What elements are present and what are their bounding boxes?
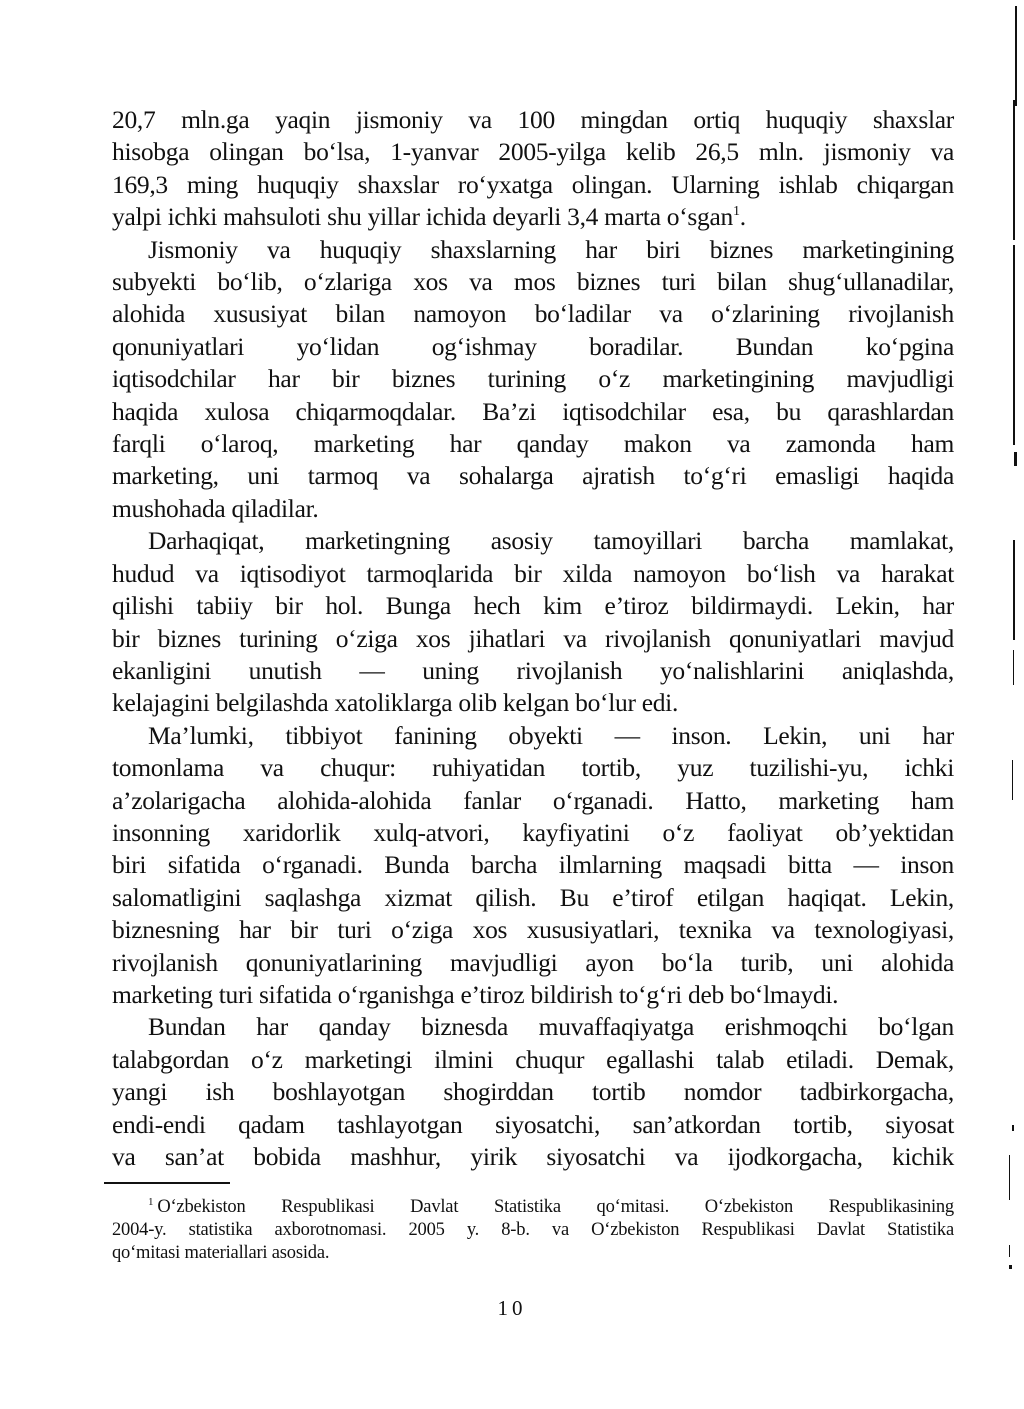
scan-edge-mark <box>1009 1245 1010 1257</box>
scan-edge-mark <box>1009 1155 1010 1200</box>
text-line: subyekti bo‘lib, o‘zlariga xos va mos biznes turi bilan shug‘ullanadilar, <box>112 267 954 297</box>
text-line-with-footnote <box>112 201 954 233</box>
footnote-line: qo‘mitasi materiallari asosida. <box>112 1243 330 1263</box>
footnote-separator <box>104 1182 230 1184</box>
text-line: qonuniyatlari yo‘lidan og‘ishmay boradilar. Bundan ko‘pgina <box>112 331 954 361</box>
paragraph-1 <box>112 104 954 234</box>
text-line: tomonlama va chuqur: ruhiyatidan tortib, yuz tuzilishi-yu, ichki <box>112 753 954 783</box>
text-line: farqli o‘laroq, marketing har qanday makon va zamonda ham <box>112 429 954 459</box>
text-line: hudud va iqtisodiyot tarmoqlarida bir xilda namoyon bo‘lish va harakat <box>112 558 954 588</box>
text-line: biznesning har bir turi o‘ziga xos xususiyatlari, texnika va texnologiyasi, <box>112 915 954 945</box>
text-line: a’zolarigacha alohida-alohida fanlar o‘rganadi. Hatto, marketing ham <box>112 785 954 815</box>
scan-edge-mark <box>1009 1265 1012 1269</box>
footnote-text: O‘zbekiston Respublikasi Davlat Statistika qo‘mitasi. O‘zbekiston Respublikasining <box>157 1197 954 1217</box>
text-line: endi-endi qadam tashlayotgan siyosatchi, san’atkordan tortib, siyosat <box>112 1109 954 1139</box>
text-line: iqtisodchilar har bir biznes turining o‘z marketingining mavjudligi <box>112 364 954 394</box>
page-body <box>112 104 954 1173</box>
footnote-reference[interactable]: 1 <box>732 204 740 220</box>
text-line: haqida xulosa chiqarmoqdalar. Ba’zi iqtisodchilar esa, bu qarashlardan <box>112 396 954 426</box>
text-line: Bundan har qanday biznesda muvaffaqiyatga erishmoqchi bo‘lgan <box>148 1012 954 1042</box>
text-line: biri sifatida o‘rganadi. Bunda barcha ilmlarning maqsadi bitta — inson <box>112 850 954 880</box>
footnote <box>112 1196 954 1265</box>
text-line: ekanligini unutish — uning rivojlanish yo‘nalishlarini aniqlashda, <box>112 655 954 685</box>
paragraph-3 <box>112 525 954 719</box>
scan-edge-mark <box>1014 452 1017 466</box>
paragraph-5 <box>112 1011 954 1173</box>
text-line: Darhaqiqat, marketingning asosiy tamoyillari barcha mamlakat, <box>148 526 954 556</box>
scan-edge-mark <box>1013 245 1015 445</box>
scan-edge-mark <box>1013 100 1015 240</box>
text-line: va san’at bobida mashhur, yirik siyosatchi va ijodkorgacha, kichik <box>112 1142 954 1171</box>
text-line: bir biznes turining o‘ziga xos jihatlari va rivojlanish qonuniyatlari mavjud <box>112 623 954 653</box>
text-line: alohida xususiyat bilan namoyon bo‘ladilar va o‘zlarining rivojlanish <box>112 299 954 329</box>
text-line: yangi ish boshlayotgan shogirddan tortib nomdor tadbirkorgacha, <box>112 1077 954 1107</box>
paragraph-4 <box>112 720 954 1012</box>
text-line: yalpi ichki mahsuloti shu yillar ichida deyarli 3,4 marta o‘sgan <box>112 202 733 232</box>
scan-edge-mark <box>1012 1125 1014 1131</box>
text-line: kelajagini belgilashda xatoliklarga olib kelgan bo‘lur edi. <box>112 688 679 718</box>
text-line: Jismoniy va huquqiy shaxslarning har biri biznes marketingining <box>148 234 954 264</box>
text-line: qilishi tabiiy bir hol. Bunga hech kim e’tiroz bildirmaydi. Lekin, har <box>112 591 954 621</box>
scan-edge-mark <box>1015 6 1017 106</box>
sentence-end: . <box>739 202 746 232</box>
footnote-line <box>112 1196 954 1219</box>
paragraph-2 <box>112 234 954 526</box>
text-line: 20,7 mln.ga yaqin jismoniy va 100 mingdan ortiq huquqiy shaxslar <box>112 105 954 134</box>
text-line: hisobga olingan bo‘lsa, 1-yanvar 2005-yilga kelib 26,5 mln. jismoniy va <box>112 137 954 167</box>
text-line: rivojlanish qonuniyatlarining mavjudligi ayon bo‘la turib, uni alohida <box>112 947 954 977</box>
footnote-line: 2004-y. statistika axborotnomasi. 2005 y. 8-b. va O‘zbekiston Respublikasi Davlat Statistika <box>112 1220 954 1240</box>
text-line: marketing, uni tarmoq va sohalarga ajratish to‘g‘ri emasligi haqida <box>112 461 954 491</box>
page-number: 10 <box>497 1296 527 1320</box>
scan-edge-mark <box>1013 540 1015 640</box>
text-line: salomatligini saqlashga xizmat qilish. Bu e’tirof etilgan haqiqat. Lekin, <box>112 882 954 912</box>
text-line: insonning xaridorlik xulq-atvori, kayfiyatini o‘z faoliyat ob’yektidan <box>112 817 954 847</box>
footnote-marker: 1 <box>148 1196 154 1208</box>
text-line: talabgordan o‘z marketingi ilmini chuqur egallashi talab etiladi. Demak, <box>112 1044 954 1074</box>
text-line: marketing turi sifatida o‘rganishga e’tiroz bildirish to‘g‘ri deb bo‘lmaydi. <box>112 979 839 1009</box>
scan-edge-mark <box>1013 650 1014 685</box>
scan-edge-mark <box>1012 760 1013 800</box>
text-line: mushohada qiladilar. <box>112 493 319 523</box>
text-line: 169,3 ming huquqiy shaxslar ro‘yxatga olingan. Ularning ishlab chiqargan <box>112 169 954 199</box>
text-line: Ma’lumki, tibbiyot fanining obyekti — inson. Lekin, uni har <box>148 720 954 750</box>
